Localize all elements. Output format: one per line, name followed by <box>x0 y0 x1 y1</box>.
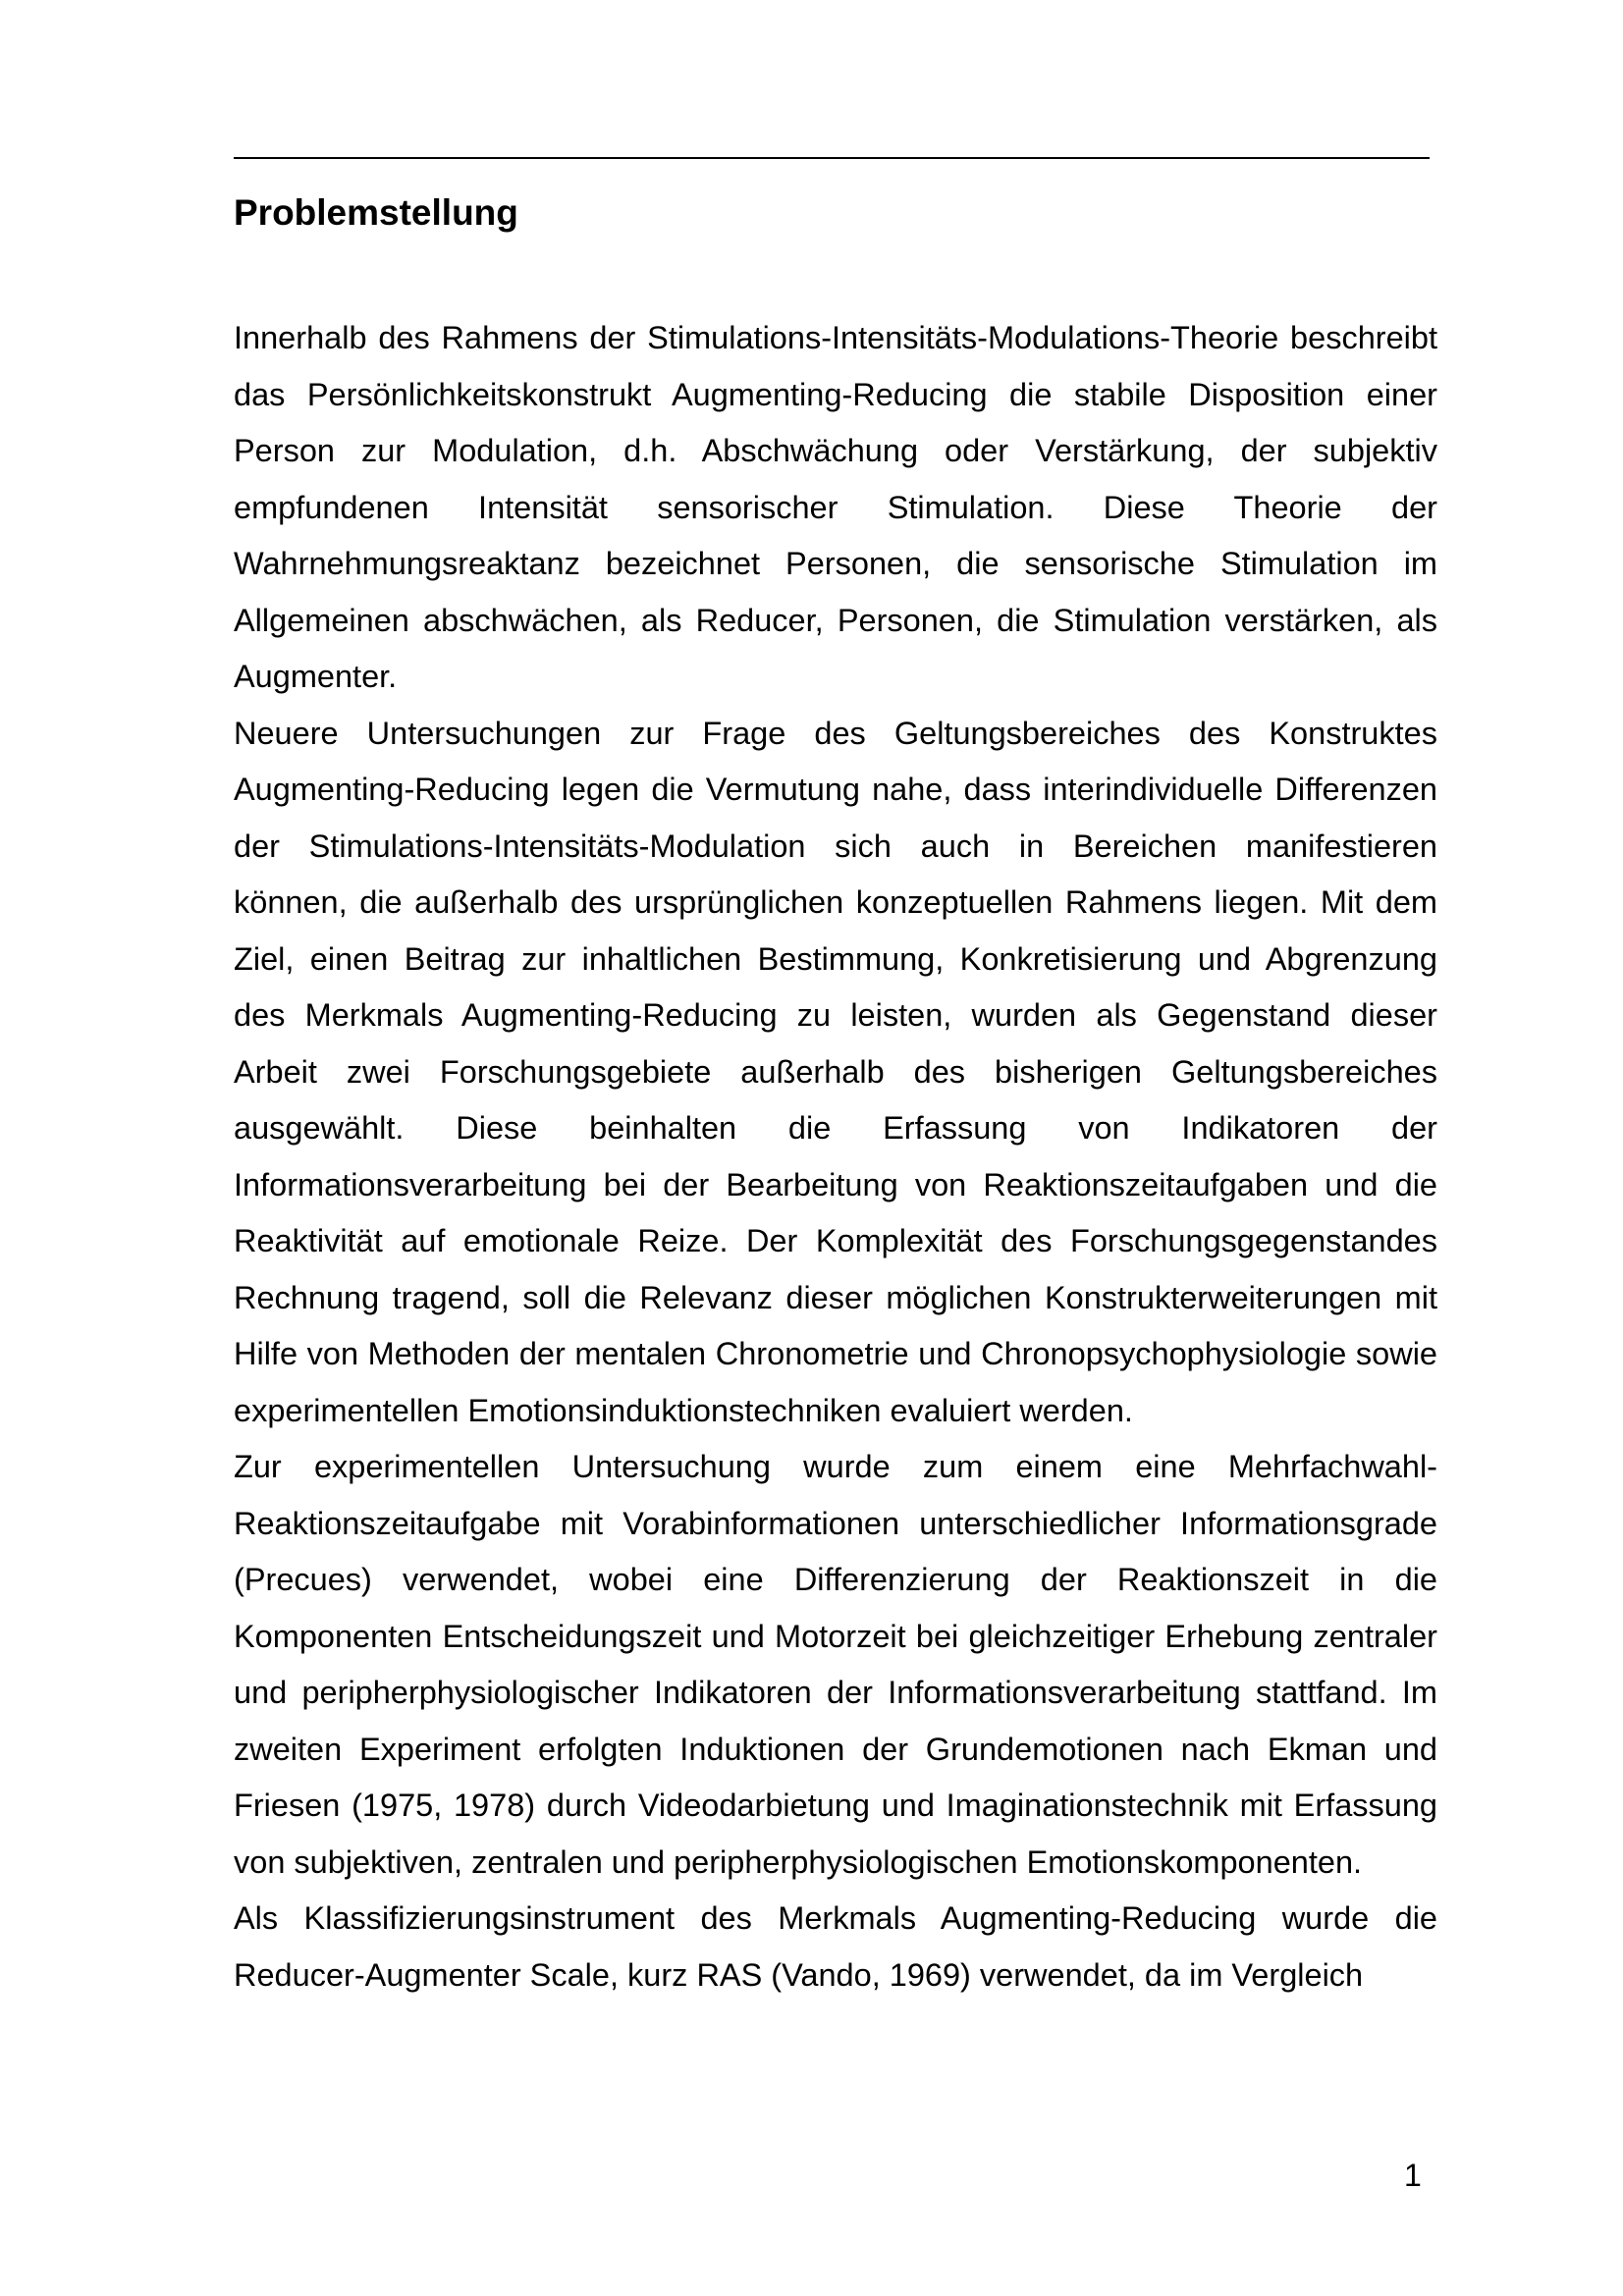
body-text <box>234 310 1437 2003</box>
paragraph-4: Als Klassifizierungsinstrument des Merkmals Augmenting-Reducing wurde die Reducer-Augmenter Scale, kurz RAS (Vando, 1969) verwendet, da im Vergleich <box>234 1900 1437 1993</box>
page-number: 1 <box>1404 2158 1422 2193</box>
header-rule <box>234 157 1430 159</box>
paragraph-2: Neuere Untersuchungen zur Frage des Geltungsbereiches des Konstruktes Augmenting-Reducing legen die Vermutung nahe, dass interindividuelle Differenzen der Stimulations-Intensitäts-Modulation sich auch in Bereichen manifestieren können, die außerhalb des ursprünglichen konzeptuellen Rahmens liegen. Mit dem Ziel, einen Beitrag zur inhaltlichen Bestimmung, Konkretisierung und Abgrenzung des Merkmals Augmenting-Reducing zu leisten, wurden als Gegenstand dieser Arbeit zwei Forschungsgebiete außerhalb des bisherigen Geltungsbereiches ausgewählt. Diese beinhalten die Erfassung von Indikatoren der Informationsverarbeitung bei der Bearbeitung von Reaktionszeitaufgaben und die Reaktivität auf emotionale Reize. Der Komplexität des Forschungsgegenstandes Rechnung tragend, soll die Relevanz dieser möglichen Konstrukterweiterungen mit Hilfe von Methoden der mentalen Chronometrie und Chronopsychophysiologie sowie experimentellen Emotionsinduktionstechniken evaluiert werden. <box>234 715 1437 1428</box>
section-heading: Problemstellung <box>234 192 518 233</box>
paragraph-1: Innerhalb des Rahmens der Stimulations-Intensitäts-Modulations-Theorie beschreibt das Persönlichkeitskonstrukt Augmenting-Reducing die stabile Disposition einer Person zur Modulation, d.h. Abschwächung oder Verstärkung, der subjektiv empfundenen Intensität sensorischer Stimulation. Diese Theorie der Wahrnehmungsreaktanz bezeichnet Personen, die sensorische Stimulation im Allgemeinen abschwächen, als Reducer, Personen, die Stimulation verstärken, als Augmenter. <box>234 320 1437 694</box>
paragraph-3: Zur experimentellen Untersuchung wurde zum einem eine Mehrfachwahl-Reaktionszeitaufgabe mit Vorabinformationen unterschiedlicher Informationsgrade (Precues) verwendet, wobei eine Differenzierung der Reaktionszeit in die Komponenten Entscheidungszeit und Motorzeit bei gleichzeitiger Erhebung zentraler und peripherphysiologischer Indikatoren der Informationsverarbeitung stattfand. Im zweiten Experiment erfolgten Induktionen der Grundemotionen nach Ekman und Friesen (1975, 1978) durch Videodarbietung und Imaginationstechnik mit Erfassung von subjektiven, zentralen und peripherphysiologischen Emotionskomponenten. <box>234 1449 1437 1880</box>
